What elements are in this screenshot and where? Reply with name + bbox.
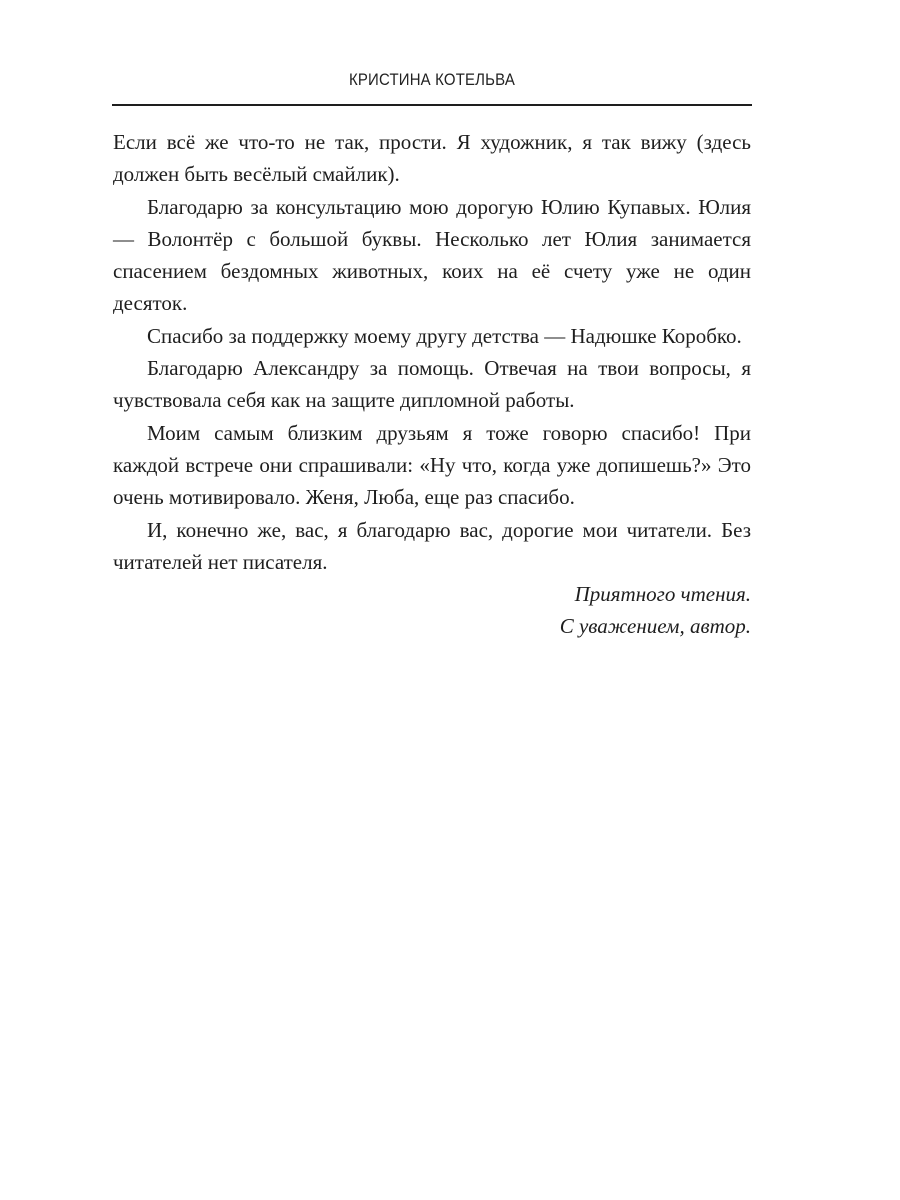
paragraph-4: Благодарю Александру за помощь. Отвечая на твои вопросы, я чувствовала себя как на защите дипломной работы.: [113, 356, 751, 413]
paragraph-6: И, конечно же, вас, я благодарю вас, дорогие мои читатели. Без читателей нет писателя.: [113, 517, 751, 574]
header-rule: [112, 104, 752, 106]
paragraph-2: Благодарю за консультацию мою дорогую Юлию Купавых. Юлия — Волонтёр с большой буквы. Несколько лет Юлия занимается спасением бездомных животных, коих на её счету уже не один десяток.: [113, 194, 751, 316]
signoff: [113, 578, 751, 643]
signoff-line-1: Приятного чтения.: [574, 582, 751, 607]
paragraph-5: Моим самым близким друзьям я тоже говорю спасибо! При каждой встрече они спрашивали: «Ну что, когда уже допишешь?» Это очень мотивировало. Женя, Люба, еще раз спасибо.: [113, 420, 751, 510]
running-head-author: КРИСТИНА КОТЕЛЬВА: [349, 70, 515, 89]
signoff-line-2: С уважением, автор.: [559, 614, 751, 639]
paragraph-3: Спасибо за поддержку моему другу детства — Надюшке Коробко.: [147, 323, 742, 348]
paragraph-1: Если всё же что-то не так, прости. Я художник, я так вижу (здесь должен быть весёлый смайлик).: [113, 130, 751, 187]
body-text: [113, 126, 751, 643]
